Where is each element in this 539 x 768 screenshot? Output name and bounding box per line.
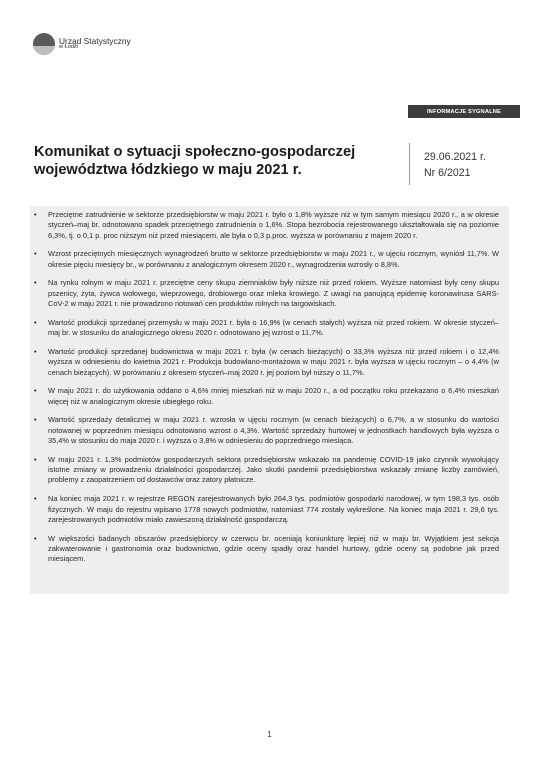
- bullet-icon: •: [34, 533, 37, 543]
- bullet-icon: •: [34, 494, 37, 504]
- logo-emblem-icon: [33, 33, 55, 55]
- logo-text: [59, 37, 131, 52]
- summary-item: [34, 347, 499, 378]
- document-meta: [424, 149, 486, 181]
- summary-item: [34, 455, 499, 486]
- summary-text: Wartość sprzedaży detalicznej w maju 2021 r. wzrosła w ujęciu rocznym (w cenach bieżących) o 6,7%, a w stosunku do wartości notowanej w poprzednim miesiącu odnotowano wzrost o 4,3%. Wartość sprzedaży hurtowej w jednostkach handlowych była wyższa o 35,4% w stosunku do maja 2020 r. i wyższa o 3,8% w odniesieniu do poprzedniego miesiąca.: [48, 415, 499, 446]
- org-subtitle: w Łodzi: [59, 44, 78, 51]
- summary-item: [34, 278, 499, 309]
- summary-text: Wartość produkcji sprzedanej budownictwa w maju 2021 r. była (w cenach bieżących) o 33,3% wyższa niż przed rokiem i o 12,4% wyższa w odniesieniu do kwietnia 2021 r. Produkcja budowlano-montażowa w maju 2021 r. była wyższa w ujęciu rocznym – o 4,4% (w cenach bieżących). W porównaniu z okresem styczeń–maj 2020 r. jej poziom był niższy o 11,7%.: [48, 346, 499, 377]
- summary-text: W większości badanych obszarów przedsiębiorcy w czerwcu br. oceniają koniunkturę lepiej niż w maju br. Wyjątkiem jest sekcja zakwaterowanie i gastronomia oraz budownictwo, gdzie oceny spadły oraz handel hurtowy, gdzie oceny są podobne jak przed miesiącem.: [48, 533, 499, 564]
- summary-text: Na rynku rolnym w maju 2021 r. przeciętne ceny skupu ziemniaków były niższe niż przed rokiem. Wyższe natomiast były ceny skupu pszenicy, żyta, żywca wołowego, wieprzowego, drobiowego oraz mleka krowiego. Z uwagi na panującą epidemię koronawirusa SARS-CoV-2 w maju 2021 r. nie prowadzono notowań cen produktów rolnych na targowiskach.: [48, 278, 499, 309]
- bullet-icon: •: [34, 454, 37, 464]
- summary-text: Wzrost przeciętnych miesięcznych wynagrodzeń brutto w sektorze przedsiębiorstw w maju 2021 r., w ujęciu rocznym, wyniósł 11,7%. W okresie pięciu miesięcy br., w porównaniu z analogicznym okresem 2020 r., wynagrodzenia wzrosły o 8,8%.: [48, 249, 499, 269]
- summary-item: [34, 534, 499, 565]
- summary-box: [30, 206, 509, 594]
- title-line-1: Komunikat o sytuacji społeczno-gospodarczej: [34, 144, 356, 160]
- bullet-icon: •: [34, 346, 37, 356]
- summary-text: W maju 2021 r. do użytkowania oddano o 4,6% mniej mieszkań niż w maju 2020 r., a od początku roku przekazano o 6,4% mieszkań więcej niż w analogicznym okresie ubiegłego roku.: [48, 386, 499, 406]
- summary-item: [34, 494, 499, 525]
- page-number: 1: [267, 730, 272, 739]
- summary-item: [34, 249, 499, 270]
- summary-text: Wartość produkcji sprzedanej przemysłu w maju 2021 r. była o 16,9% (w cenach stałych) wyższa niż przed rokiem. W okresie styczeń–maj br. w stosunku do analogicznego okresu 2020 r. odnotowano jej wzrost o 11,7%.: [48, 317, 499, 338]
- summary-item: [34, 210, 499, 241]
- summary-text: Przeciętne zatrudnienie w sektorze przedsiębiorstw w maju 2021 r. było o 1,8% wyższe niż w tym samym miesiącu 2020 r., a w okresie styczeń–maj br. odnotowano spadek przeciętnego zatrudnienia o 1,6%. Stopa bezrobocia rejestrowanego ukształtowała się na poziomie 6,3%, tj. o 0,1 p. proc niższym niż przed miesiącem, ale była o 0,3 p.proc. wyższa w porównaniu z majem 2020 r.: [48, 210, 499, 240]
- issue-number: Nr 6/2021: [424, 167, 471, 179]
- bullet-icon: •: [34, 249, 37, 259]
- summary-item: [34, 318, 499, 339]
- summary-text: Na koniec maja 2021 r. w rejestrze REGON zarejestrowanych było 264,3 tys. podmiotów gospodarki narodowej, w tym 198,3 tys. osób fizycznych. W maju do rejestru wpisano 1778 nowych podmiotów, natomiast 774 zostały wykreślone. Na koniec maja 2021 r. 29,6 tys. zarejestrowanych podmiotów miało zawieszoną działalność gospodarczą.: [48, 494, 499, 524]
- summary-item: [34, 386, 499, 407]
- bullet-icon: •: [34, 210, 37, 219]
- category-badge: INFORMACJE SYGNALNE: [408, 105, 520, 118]
- publication-date: 29.06.2021 r.: [424, 151, 486, 163]
- summary-text: W maju 2021 r. 1,3% podmiotów gospodarczych sektora przedsiębiorstw wskazało na pandemię COVID-19 jako czynnik wywołujący istotne zmiany w prowadzeniu działalności gospodarczej. Jako skutki pandemii przedsiębiorstwa wskazały zmianę liczby zamówień, problemy z zaopatrzeniem od dostawców oraz zatory płatnicze.: [48, 454, 499, 485]
- bullet-icon: •: [34, 386, 37, 396]
- summary-list: [34, 210, 499, 565]
- title-line-2: województwa łódzkiego w maju 2021 r.: [34, 162, 302, 178]
- bullet-icon: •: [34, 278, 37, 288]
- org-name: Urząd Statystyczny: [59, 35, 131, 46]
- bullet-icon: •: [34, 415, 37, 425]
- bullet-icon: •: [34, 317, 37, 327]
- summary-item: [34, 415, 499, 446]
- logo: [33, 33, 131, 55]
- title-divider: [409, 143, 410, 185]
- document-title: [34, 143, 386, 179]
